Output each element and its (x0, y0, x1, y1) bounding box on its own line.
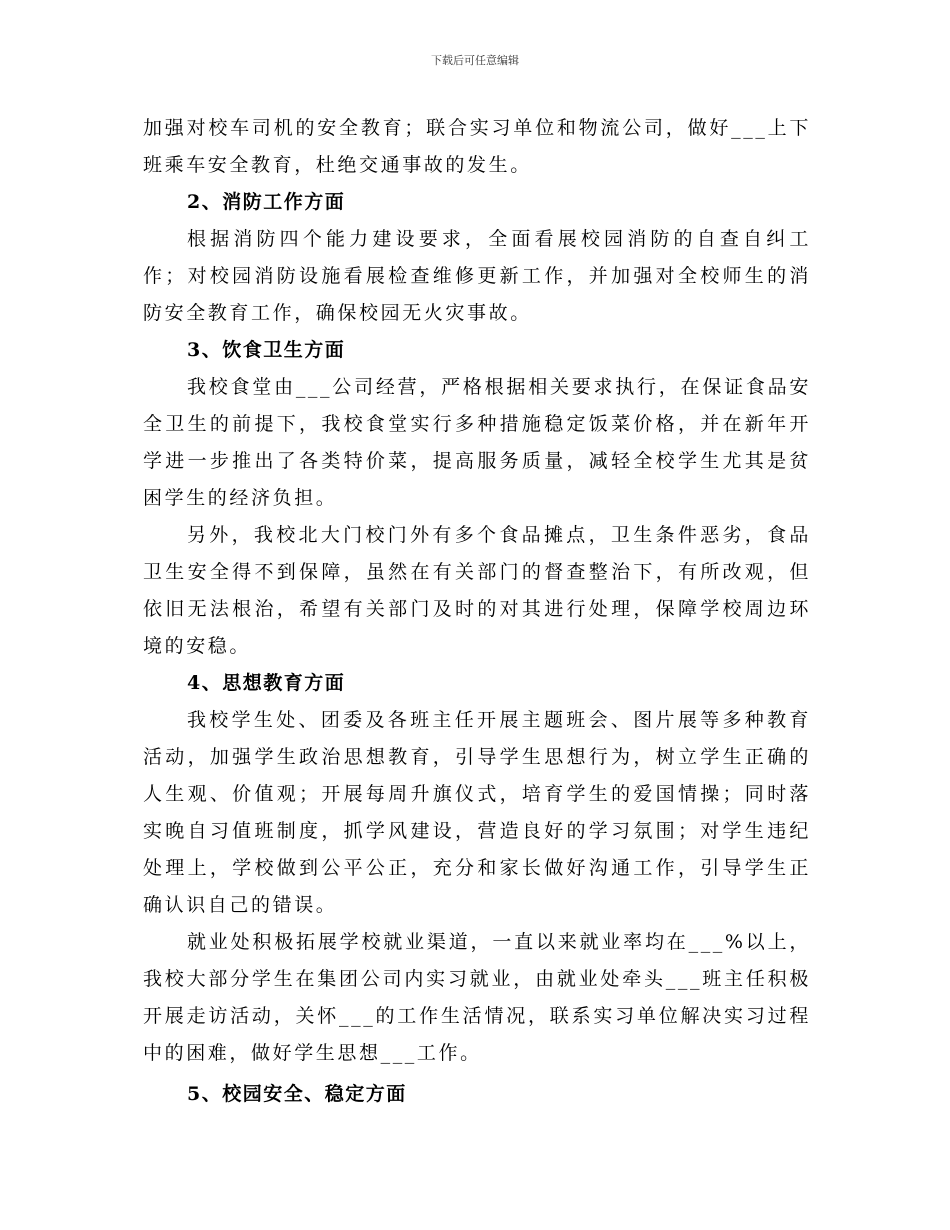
section-heading-campus-safety: 5、校园安全、稳定方面 (187, 1083, 407, 1105)
paragraph-food-stalls: 另外，我校北大门校门外有多个食品摊点，卫生条件恶劣，食品卫生安全得不到保障，虽然在有关部门的督查整治下，有所改观，但依旧无法根治，希望有关部门及时的对其进行处理，保障学校周边环境的安稳。 (143, 524, 811, 657)
paragraph-fire-safety: 根据消防四个能力建设要求，全面看展校园消防的自查自纠工作；对校园消防设施看展检查维修更新工作，并加强对全校师生的消防安全教育工作，确保校园无火灾事故。 (143, 228, 811, 324)
paragraph-employment: 就业处积极拓展学校就业渠道，一直以来就业率均在___%以上，我校大部分学生在集团公司内实习就业，由就业处牵头___班主任积极开展走访活动，关怀___的工作生活情况，联系实习单位解决实习过程中的困难，做好学生思想___工作。 (143, 931, 811, 1064)
section-heading-food-hygiene: 3、饮食卫生方面 (187, 339, 346, 361)
page-header: 下载后可任意编辑 (431, 54, 519, 67)
section-heading-fire-safety: 2、消防工作方面 (187, 191, 346, 213)
paragraph-canteen: 我校食堂由___公司经营，严格根据相关要求执行，在保证食品安全卫生的前提下，我校食堂实行多种措施稳定饭菜价格，并在新年开学进一步推出了各类特价菜，提高服务质量，减轻全校学生尤其是贫困学生的经济负担。 (143, 376, 811, 509)
document-body (143, 110, 811, 1113)
paragraph-student-education: 我校学生处、团委及各班主任开展主题班会、图片展等多种教育活动，加强学生政治思想教育，引导学生思想行为，树立学生正确的人生观、价值观；开展每周升旗仪式，培育学生的爱国情操；同时落实晚自习值班制度，抓学风建设，营造良好的学习氛围；对学生违纪处理上，学校做到公平公正，充分和家长做好沟通工作，引导学生正确认识自己的错误。 (143, 709, 811, 916)
paragraph-school-bus-safety: 加强对校车司机的安全教育；联合实习单位和物流公司，做好___上下班乘车安全教育，杜绝交通事故的发生。 (143, 117, 811, 176)
section-heading-ideological-education: 4、思想教育方面 (187, 672, 346, 694)
